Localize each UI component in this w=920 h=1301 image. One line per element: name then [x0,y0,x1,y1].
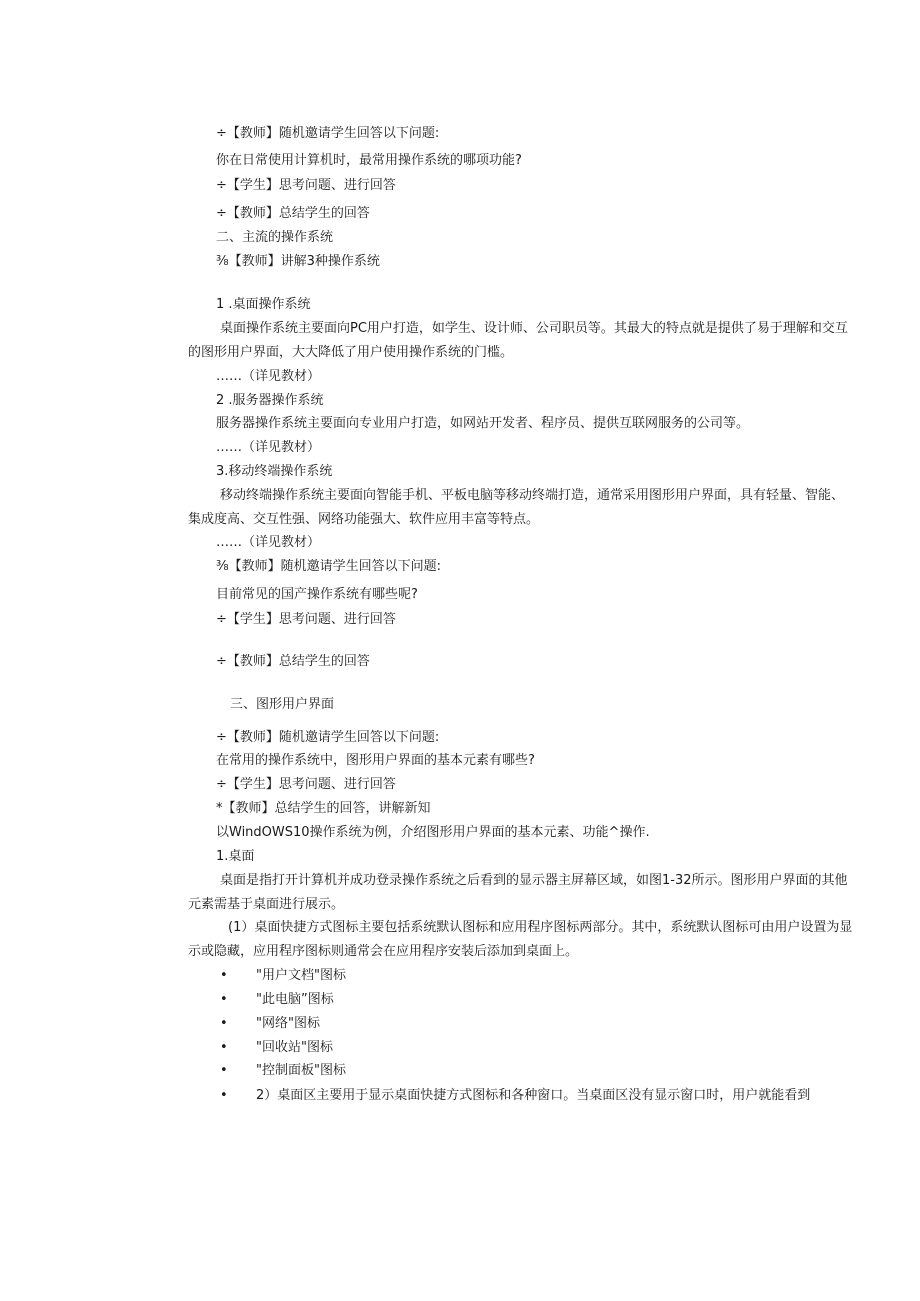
subsection-heading: 2 .服务器操作系统 [216,393,324,408]
text-line: 你在日常使用计算机时，最常用操作系统的哪项功能? [216,153,522,168]
subsection-heading: 1 .桌面操作系统 [216,297,311,312]
text-line: ……（详见教材） [216,369,321,384]
text-line: 以WindOWS10操作系统为例，介绍图形用户界面的基本元素、功能^操作. [216,825,650,840]
list-item: 2）桌面区主要用于显示桌面快捷方式图标和各种窗口。当桌面区没有显示窗口时，用户就能看到 [256,1088,811,1103]
bullet-icon: • [220,992,228,1007]
section-heading: 三、图形用户界面 [230,697,335,712]
text-line: ÷【教师】随机邀请学生回答以下问题: [216,730,440,745]
bullet-icon: • [220,1088,228,1103]
subsection-heading: 3.移动终端操作系统 [216,464,333,479]
text-line: 在常用的操作系统中，图形用户界面的基本元素有哪些? [216,753,535,768]
text-line: (1）桌面快捷方式图标主要包括系统默认图标和应用程序图标两部分。其中，系统默认图标可由用户设置为显 [228,920,853,935]
list-item: "用户文档"图标 [256,968,346,983]
text-line: ÷【教师】总结学生的回答 [216,654,370,669]
list-item: "回收站"图标 [256,1040,333,1055]
text-line: 元素需基于桌面进行展示。 [188,897,345,912]
list-item: "网络"图标 [256,1016,320,1031]
bullet-icon: • [220,1040,228,1055]
text-line: ……（详见教材） [216,440,321,455]
text-line: ÷【学生】思考问题、进行回答 [216,612,396,627]
bullet-icon: • [220,968,228,983]
text-line: 集成度高、交互性强、网络功能强大、软件应用丰富等特点。 [188,512,540,527]
subsection-heading: 1.桌面 [216,849,255,864]
text-line: ÷【学生】思考问题、进行回答 [216,777,396,792]
text-line: ÷【教师】总结学生的回答 [216,206,370,221]
text-line: ……（详见教材） [216,535,321,550]
bullet-icon: • [220,1016,228,1031]
text-line: ÷【学生】思考问题、进行回答 [216,178,396,193]
bullet-icon: • [220,1063,228,1078]
text-line: 服务器操作系统主要面向专业用户打造，如网站开发者、程序员、提供互联网服务的公司等。 [216,416,750,431]
text-line: 桌面是指打开计算机并成功登录操作系统之后看到的显示器主屏幕区域，如图1-32所示。图形用户界面的其他 [220,873,848,888]
text-line: 示或隐藏，应用程序图标则通常会在应用程序安装后添加到桌面上。 [188,944,579,959]
text-line: 目前常见的国产操作系统有哪些呢? [216,587,418,602]
section-heading: 二、主流的操作系统 [216,230,334,245]
list-item: "控制面板"图标 [256,1063,346,1078]
text-line: *【教师】总结学生的回答，讲解新知 [216,801,431,816]
text-line: ⅜【教师】讲解3种操作系统 [216,254,380,269]
text-line: 桌面操作系统主要面向PC用户打造，如学生、设计师、公司职员等。其最大的特点就是提供了易于理解和交互 [220,321,848,336]
list-item: "此电脑”图标 [256,992,334,1007]
text-line: ÷【教师】随机邀请学生回答以下问题: [216,126,440,141]
text-line: 的图形用户界面，大大降低了用户使用操作系统的门槛。 [188,345,514,360]
text-line: 移动终端操作系统主要面向智能手机、平板电脑等移动终端打造，通常采用图形用户界面，具有轻量、智能、 [220,488,845,503]
text-line: ⅜【教师】随机邀请学生回答以下问题: [216,559,441,574]
